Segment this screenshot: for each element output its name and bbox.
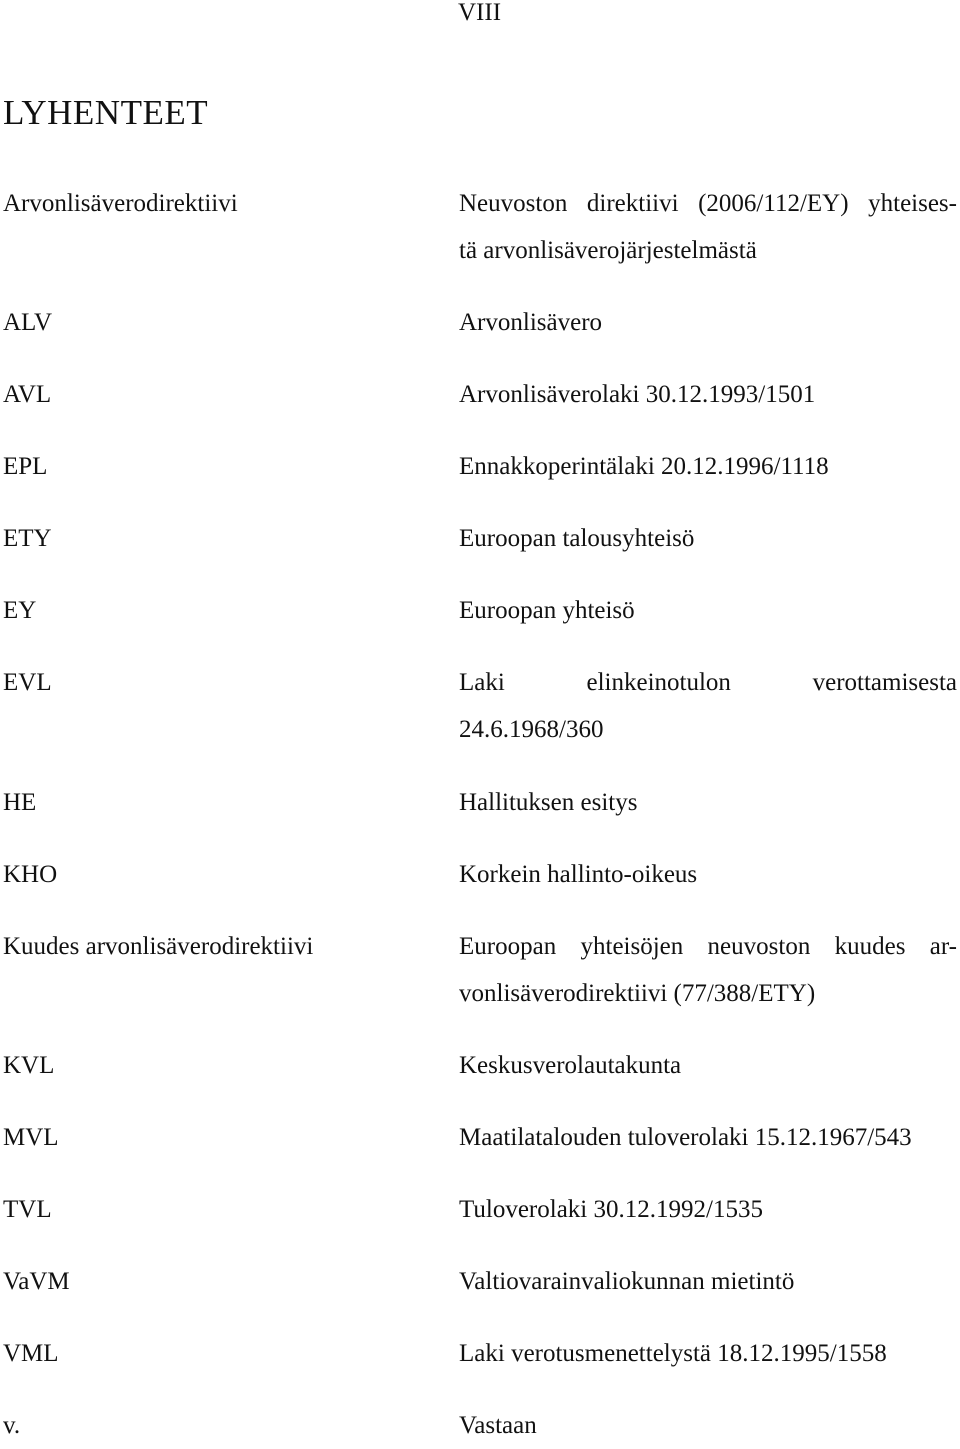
definition-line: Hallituksen esitys xyxy=(459,789,638,816)
abbreviation-term: HE xyxy=(3,789,37,816)
abbreviation-definition xyxy=(459,1330,957,1377)
abbreviation-definition xyxy=(459,779,957,826)
abbreviation-definition xyxy=(459,851,957,898)
abbreviation-term: v. xyxy=(3,1412,21,1439)
definition-line: Euroopan yhteisö xyxy=(459,597,635,624)
abbreviation-term: ALV xyxy=(3,309,53,336)
abbreviation-term: VaVM xyxy=(3,1268,70,1295)
definition-line: tä arvonlisäverojärjestelmästä xyxy=(459,237,757,264)
definition-line: Laki verotusmenettelystä 18.12.1995/1558 xyxy=(459,1340,887,1367)
abbreviation-definition xyxy=(459,1402,957,1449)
abbreviation-term: EVL xyxy=(3,669,52,696)
definition-line: Maatilatalouden tuloverolaki 15.12.1967/543 xyxy=(459,1124,912,1151)
abbreviation-term: AVL xyxy=(3,381,52,408)
page-number: VIII xyxy=(458,0,502,26)
abbreviation-term: MVL xyxy=(3,1124,59,1151)
abbreviation-definition xyxy=(459,1258,957,1305)
abbreviation-term: Arvonlisäverodirektiivi xyxy=(3,190,238,217)
abbreviation-term: ETY xyxy=(3,525,52,552)
abbreviation-definition xyxy=(459,1186,957,1233)
abbreviation-definition xyxy=(459,923,957,1017)
abbreviation-definition xyxy=(459,515,957,562)
definition-line: Euroopan talousyhteisö xyxy=(459,525,695,552)
definition-line: Neuvoston direktiivi (2006/112/EY) yhteises- xyxy=(459,190,957,217)
definition-line: Arvonlisäverolaki 30.12.1993/1501 xyxy=(459,381,816,408)
abbreviation-definition xyxy=(459,1042,957,1089)
abbreviation-definition xyxy=(459,1114,957,1161)
abbreviation-term: KHO xyxy=(3,861,58,888)
abbreviation-term: VML xyxy=(3,1340,59,1367)
abbreviation-definition xyxy=(459,443,957,490)
definition-line: Tuloverolaki 30.12.1992/1535 xyxy=(459,1196,763,1223)
definition-line: 24.6.1968/360 xyxy=(459,716,604,743)
abbreviation-definition xyxy=(459,587,957,634)
abbreviation-definition xyxy=(459,299,957,346)
abbreviation-term: EY xyxy=(3,597,37,624)
definition-line: Korkein hallinto-oikeus xyxy=(459,861,698,888)
abbreviation-definition xyxy=(459,659,957,753)
abbreviation-term: Kuudes arvonlisäverodirektiivi xyxy=(3,933,314,960)
abbreviation-term: EPL xyxy=(3,453,48,480)
definition-line: Vastaan xyxy=(459,1412,537,1439)
definition-line: Ennakkoperintälaki 20.12.1996/1118 xyxy=(459,453,829,480)
definition-line: vonlisäverodirektiivi (77/388/ETY) xyxy=(459,980,816,1007)
abbreviation-definition xyxy=(459,180,957,274)
page-title: LYHENTEET xyxy=(3,93,209,132)
definition-line: Keskusverolautakunta xyxy=(459,1052,682,1079)
abbreviation-term: KVL xyxy=(3,1052,55,1079)
definition-line: Laki elinkeinotulon verottamisesta xyxy=(459,669,957,696)
definition-line: Valtiovarainvaliokunnan mietintö xyxy=(459,1268,795,1295)
abbreviation-definition xyxy=(459,371,957,418)
definition-line: Euroopan yhteisöjen neuvoston kuudes ar- xyxy=(459,933,957,960)
abbreviation-term: TVL xyxy=(3,1196,52,1223)
definition-line: Arvonlisävero xyxy=(459,309,603,336)
